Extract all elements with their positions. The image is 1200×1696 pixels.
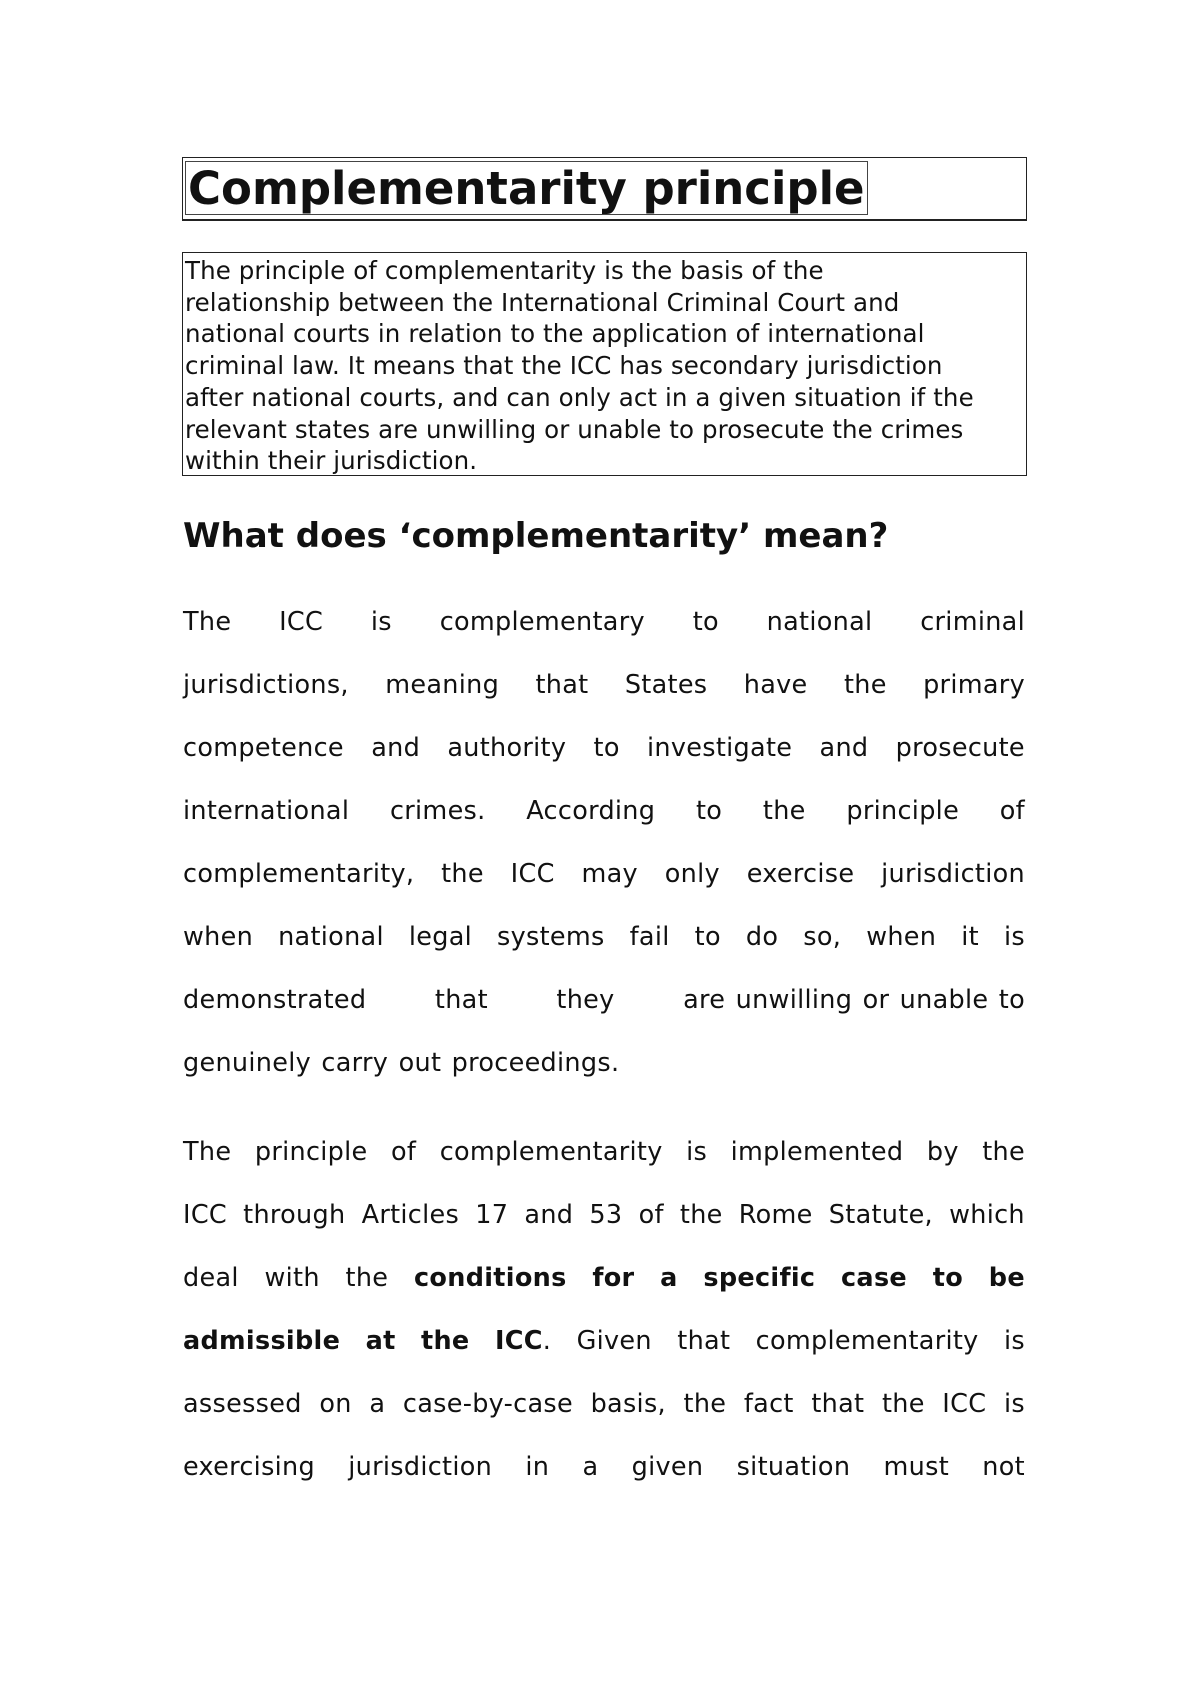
word: national: [278, 922, 384, 952]
paragraph-line: [183, 910, 1025, 973]
word: international: [183, 796, 350, 826]
bold-word: the: [420, 1326, 470, 1356]
paragraph-line: [183, 973, 1025, 1036]
word: deal: [183, 1263, 239, 1293]
paragraph-line: [183, 1377, 1025, 1440]
paragraph-line: [183, 721, 1025, 784]
word: they: [556, 985, 615, 1015]
word: that: [677, 1326, 731, 1356]
word: of: [391, 1137, 417, 1167]
word: national: [766, 607, 873, 637]
bold-word: at: [365, 1326, 396, 1356]
word: so,: [803, 922, 842, 952]
word: systems: [497, 922, 605, 952]
word: complementarity: [439, 1137, 663, 1167]
paragraph-line: [183, 1036, 1025, 1099]
paragraph-line: [183, 847, 1025, 910]
word: on: [319, 1389, 352, 1419]
word: that: [434, 985, 488, 1015]
word: to: [695, 796, 723, 826]
summary-box: [182, 252, 1027, 476]
bold-word: a: [660, 1263, 678, 1293]
word: ICC: [942, 1389, 987, 1419]
word: and: [524, 1200, 574, 1230]
word: complementarity,: [183, 859, 415, 889]
word: ICC: [279, 607, 324, 637]
summary-line: criminal law. It means that the ICC has secondary jurisdiction: [185, 351, 943, 381]
word: with: [264, 1263, 320, 1293]
word: legal: [408, 922, 473, 952]
word: ICC: [510, 859, 555, 889]
word: The: [183, 1137, 232, 1167]
bold-word: specific: [703, 1263, 816, 1293]
word: only: [664, 859, 720, 889]
word: is: [1003, 1389, 1025, 1419]
word: that: [535, 670, 589, 700]
word: jurisdiction: [881, 859, 1025, 889]
word: must: [883, 1452, 950, 1482]
word: Given: [576, 1326, 652, 1356]
word: not: [982, 1452, 1025, 1482]
word: 53: [589, 1200, 623, 1230]
word: and: [819, 733, 869, 763]
word: it: [961, 922, 979, 952]
bold-word: case: [841, 1263, 908, 1293]
word: the: [843, 670, 887, 700]
word: implemented: [730, 1137, 904, 1167]
word: exercise: [746, 859, 855, 889]
word: jurisdictions,: [183, 670, 349, 700]
word: criminal: [920, 607, 1025, 637]
word: is: [1003, 922, 1025, 952]
bold-word: be: [988, 1263, 1025, 1293]
word: is: [686, 1137, 708, 1167]
word: that: [811, 1389, 865, 1419]
summary-line: national courts in relation to the application of international: [185, 319, 925, 349]
word: 17: [475, 1200, 509, 1230]
word: situation: [736, 1452, 851, 1482]
summary-line: relationship between the International Criminal Court and: [185, 287, 900, 317]
word: States: [624, 670, 708, 700]
word: principle: [254, 1137, 368, 1167]
section-heading: What does ‘complementarity’ mean?: [183, 516, 889, 556]
word: basis,: [590, 1389, 666, 1419]
word: fact: [743, 1389, 794, 1419]
word: the: [441, 859, 484, 889]
word: case-by-case: [402, 1389, 573, 1419]
word: do: [745, 922, 779, 952]
word: authority: [447, 733, 567, 763]
word: exercising: [183, 1452, 315, 1482]
word: a: [369, 1389, 386, 1419]
summary-line: relevant states are unwilling or unable to prosecute the crimes: [185, 414, 964, 444]
summary-text: [185, 253, 1026, 477]
word: the: [345, 1263, 389, 1293]
word: and: [371, 733, 421, 763]
summary-line: The principle of complementarity is the basis of the: [185, 256, 824, 285]
word: competence: [183, 733, 344, 763]
bold-word: to: [932, 1263, 964, 1293]
word: Rome: [738, 1200, 813, 1230]
word: to: [694, 922, 721, 952]
period: .: [542, 1326, 552, 1356]
word: to: [593, 733, 620, 763]
word: given: [631, 1452, 704, 1482]
word-with-period: [495, 1314, 551, 1377]
summary-line: after national courts, and can only act in a given situation if the: [185, 382, 974, 412]
word: fail: [629, 922, 670, 952]
paragraph-line: [183, 1251, 1025, 1314]
paragraph-line: [183, 1125, 1025, 1188]
word: of: [999, 796, 1025, 826]
word: when: [183, 922, 254, 952]
word: have: [743, 670, 808, 700]
paragraph-line: [183, 595, 1025, 658]
word: which: [949, 1200, 1025, 1230]
word: the: [881, 1389, 925, 1419]
paragraph-line: [183, 1314, 1025, 1377]
word: primary: [923, 670, 1025, 700]
word: the: [762, 796, 806, 826]
bold-word: ICC: [494, 1326, 543, 1356]
word-group: are unwilling or unable to: [683, 985, 1025, 1015]
line-text: genuinely carry out proceedings.: [183, 1048, 620, 1078]
word: The: [183, 607, 232, 637]
word: investigate: [647, 733, 793, 763]
bold-word: admissible: [183, 1326, 341, 1356]
word: the: [982, 1137, 1025, 1167]
word: is: [370, 607, 392, 637]
word: the: [679, 1200, 723, 1230]
paragraph-line: [183, 658, 1025, 721]
word: in: [525, 1452, 550, 1482]
word: Articles: [361, 1200, 460, 1230]
paragraph-line: [183, 1188, 1025, 1251]
word: jurisdiction: [348, 1452, 493, 1482]
word: complementary: [439, 607, 645, 637]
word: demonstrated: [183, 985, 367, 1015]
word: may: [581, 859, 638, 889]
word: crimes.: [389, 796, 486, 826]
word: assessed: [183, 1389, 302, 1419]
word: the: [683, 1389, 727, 1419]
word: ICC: [183, 1200, 228, 1230]
word: when: [866, 922, 937, 952]
paragraph-line: [183, 784, 1025, 847]
word: is: [1003, 1326, 1025, 1356]
bold-word: conditions: [414, 1263, 567, 1293]
word: to: [692, 607, 719, 637]
word: Statute,: [828, 1200, 933, 1230]
bold-word: for: [592, 1263, 635, 1293]
paragraph-line: [183, 1440, 1025, 1503]
word: through: [243, 1200, 346, 1230]
page-title: Complementarity principle: [185, 161, 868, 215]
word: According: [526, 796, 656, 826]
word: a: [582, 1452, 599, 1482]
word: by: [926, 1137, 959, 1167]
title-frame: [182, 157, 1027, 221]
paragraph-implementation: [183, 1125, 1025, 1503]
paragraph-icc-complementary: [183, 595, 1025, 1099]
summary-line: within their jurisdiction.: [185, 446, 478, 476]
word: principle: [846, 796, 960, 826]
word: of: [638, 1200, 664, 1230]
word: meaning: [385, 670, 500, 700]
word: prosecute: [895, 733, 1025, 763]
word: complementarity: [755, 1326, 979, 1356]
